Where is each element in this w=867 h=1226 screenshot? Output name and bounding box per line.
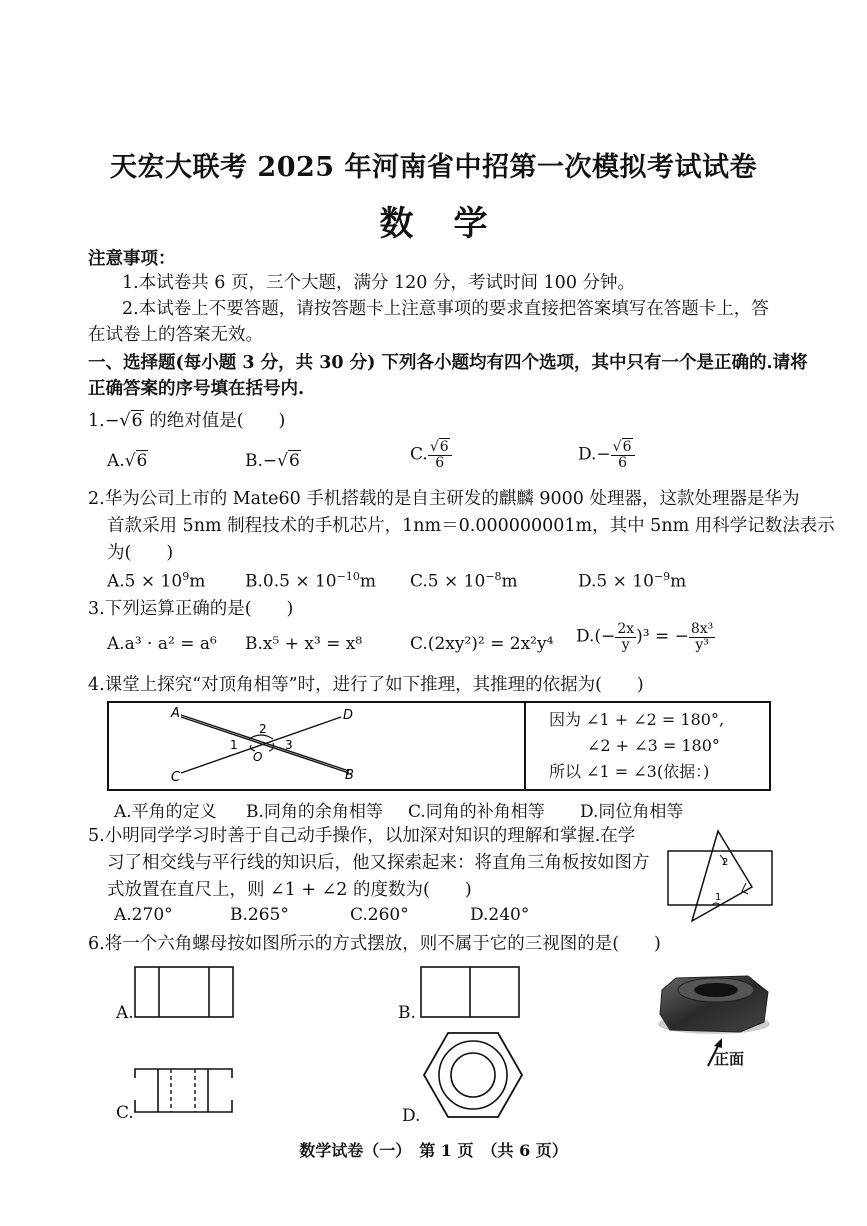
nut-hole [694,983,738,997]
question-2-line-1: 2.华为公司上市的 Mate60 手机搭载的是自主研发的麒麟 9000 处理器，这款处理器是华为 [88,489,800,509]
question-6-option-c-label: C. [116,1103,134,1123]
point-c-label: C [171,770,181,785]
question-1-stem: 1.−√6 的绝对值是( ) [88,411,286,431]
view-outline [135,967,233,1017]
right-triangle [692,831,752,921]
question-1-option-b: B.−√6 [245,451,300,471]
question-4-stem: 4.课堂上探究“对顶角相等”时，进行了如下推理，其推理的依据为( ) [88,675,644,695]
question-4-option-c: C.同角的补角相等 [408,802,545,822]
question-5-line-3: 式放置在直尺上，则 ∠1 + ∠2 的度数为( ) [107,880,472,900]
notice-heading: 注意事项： [88,249,176,269]
point-b-label: B [345,768,354,783]
front-arrowhead-icon [714,1038,722,1048]
outer-circle [439,1041,507,1109]
subject-title: 数学 [379,204,528,244]
notice-item-1: 1.本试卷共 6 页，三个大题，满分 120 分，考试时间 100 分钟。 [122,273,636,293]
angle-3-label: 3 [285,738,293,752]
vertical-angles-figure [109,703,523,789]
option-a-view [132,964,236,1020]
question-6-option-b-label: B. [398,1003,416,1023]
option-b-view [418,964,522,1020]
angle-2-label: 2 [259,722,267,736]
question-2-option-c: $C.5 \times 10^{-8}m$ [410,570,518,592]
question-5-option-d: D.240° [470,905,530,925]
question-4-box-divider [524,703,526,789]
triangle-ruler-figure [660,825,780,925]
question-4-figure-box [107,701,771,791]
question-4-option-b: B.同角的余角相等 [246,802,383,822]
question-3-option-d: D.(− $\frac{2x}{y}$ )³ = − $\frac{\text{8x³}}{\text{y³}}$ [576,621,714,653]
question-2-option-d: $D.5 \times 10^{-9}m$ [578,570,687,592]
notice-item-2-line-1: 2.本试卷上不要答题，请按答题卡上注意事项的要求直接把答案填写在答题卡上，答 [122,299,769,319]
question-4-option-d: D.同位角相等 [580,802,684,822]
view-top-edge [135,1069,232,1078]
question-5-line-1: 5.小明同学学习时善于自己动手操作，以加深对知识的理解和掌握.在学 [88,826,636,846]
question-1-option-a: A.√6 [107,451,148,471]
question-1-option-c: C. $\frac{√6}{6}$ [410,440,452,470]
question-2-option-a: $A.5 \times 10^9m$ [107,570,206,592]
point-d-label: D [343,708,354,723]
question-2-line-2: 首款采用 5nm 制程技术的手机芯片，1nm＝0.000000001m，其中 5nm 用科学记数法表示 [107,516,835,536]
question-6-stem: 6.将一个六角螺母按如图所示的方式摆放，则不属于它的三视图的是( ) [88,934,661,954]
angle-1-label: 1 [715,892,722,903]
question-5-option-b: B.265° [230,905,289,925]
reasoning-line-1: 因为 ∠1 + ∠2 = 180°, [549,710,725,729]
question-2-option-b: $B.0.5 \times 10^{-10}m$ [245,570,376,592]
point-a-label: A [171,706,180,721]
section-1-instructions-line-2: 正确答案的序号填在括号内. [88,379,305,399]
question-5-line-2: 习了相交线与平行线的知识后，他又探索起来：将直角三角板按如图方 [107,853,650,873]
question-3-option-b: B.x⁵ + x³ = x⁸ [245,634,363,654]
question-3-option-c: C.(2xy²)² = 2x²y⁴ [410,634,554,654]
exam-title: 天宏大联考 2025 年河南省中招第一次模拟考试试卷 [110,152,757,183]
question-1-option-d: D.− $\frac{√6}{6}$ [578,440,635,470]
option-c-view [132,1066,252,1116]
question-3-stem: 3.下列运算正确的是( ) [88,599,294,619]
point-o-label: O [253,750,263,764]
reasoning-line-2: ∠2 + ∠3 = 180° [587,736,720,755]
view-bottom-edge [135,1100,232,1112]
section-1-instructions-line-1: 一、选择题(每小题 3 分，共 30 分) 下列各小题均有四个选项，其中只有一个是正确的.请将 [88,353,808,373]
question-6-option-d-label: D. [402,1106,421,1126]
angle-1-label: 1 [230,738,238,752]
inner-circle [451,1053,495,1097]
notice-item-2-line-2: 在试卷上的答案无效。 [88,325,263,345]
front-label: 正面 [714,1050,745,1068]
question-5-option-a: A.270° [114,905,173,925]
question-5-option-c: C.260° [350,905,409,925]
question-4-option-a: A.平角的定义 [114,802,217,822]
question-6-option-a-label: A. [116,1003,134,1023]
page-footer: 数学试卷（一） 第 1 页 （共 6 页） [299,1141,568,1160]
question-2-line-3: 为( ) [107,543,174,563]
reasoning-line-3: 所以 ∠1 = ∠3(依据：) [549,762,710,781]
question-3-option-a: A.a³ · a² = a⁶ [107,634,217,654]
option-d-view [422,1030,524,1120]
angle-2-label: 2 [722,857,729,868]
